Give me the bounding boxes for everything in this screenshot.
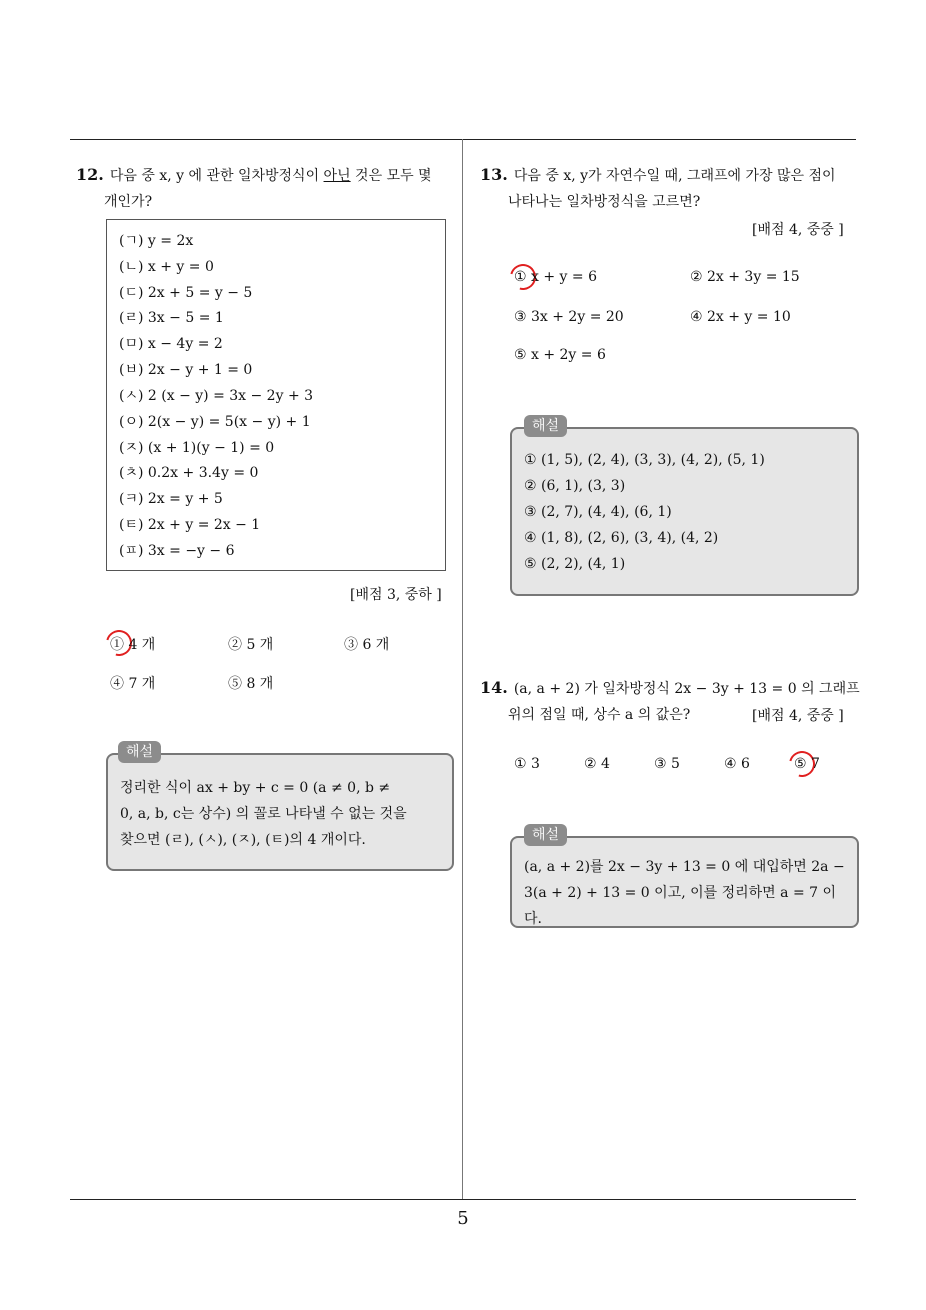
q12-choice-4[interactable]: ④ 7 개 (110, 676, 156, 692)
q14-choice-3[interactable]: ③ 5 (654, 756, 680, 772)
q13-solution-box (510, 427, 859, 596)
q13-text-b: 나타나는 일차방정식을 고르면? (508, 194, 701, 210)
q12-text-b: 것은 모두 몇 (350, 168, 432, 184)
q12-solution-line: 0, a, b, c는 상수) 의 꼴로 나타낼 수 없는 것을 (120, 806, 407, 822)
column-divider (462, 139, 463, 1199)
q14-solution-box (510, 836, 859, 928)
q14-solution-line: 3(a + 2) + 13 = 0 이고, 이를 정리하면 a = 7 이다. (524, 885, 837, 927)
top-rule (70, 139, 856, 140)
q12-choice-3[interactable]: ③ 6 개 (344, 637, 390, 653)
q14-solution-tag: 해설 (524, 824, 567, 846)
q13-choice-3[interactable]: ③ 3x + 2y = 20 (514, 309, 624, 325)
q12-item: (ㅇ) 2(x − y) = 5(x − y) + 1 (119, 414, 311, 430)
q13-stem (480, 162, 860, 215)
q12-choice-2[interactable]: ② 5 개 (228, 637, 274, 653)
q14-choice-1[interactable]: ① 3 (514, 756, 540, 772)
q13-solution-tag: 해설 (524, 415, 567, 437)
q12-item: (ㅁ) x − 4y = 2 (119, 336, 223, 352)
q14-choice-2[interactable]: ② 4 (584, 756, 610, 772)
q13-solution-line: ⑤ (2, 2), (4, 1) (524, 556, 626, 572)
q12-item: (ㅅ) 2 (x − y) = 3x − 2y + 3 (119, 388, 314, 404)
q12-text-c: 개인가? (104, 194, 153, 210)
q14-text-b: 위의 점일 때, 상수 a 의 값은? (508, 707, 691, 723)
q13-choice-2[interactable]: ② 2x + 3y = 15 (690, 269, 800, 285)
q12-solution-line: 정리한 식이 ax + by + c = 0 (a ≠ 0, b ≠ (120, 780, 391, 796)
q12-text-under: 아닌 (323, 168, 351, 184)
q12-text-a: 다음 중 x, y 에 관한 일차방정식이 (109, 168, 324, 184)
q12-item: (ㅌ) 2x + y = 2x − 1 (119, 517, 261, 533)
q13-choice-1[interactable]: ① x + y = 6 (514, 269, 597, 285)
q14-score: [배점 4, 중중 ] (752, 708, 844, 724)
q13-solution-line: ② (6, 1), (3, 3) (524, 478, 626, 494)
q13-solution-line: ① (1, 5), (2, 4), (3, 3), (4, 2), (5, 1) (524, 452, 765, 468)
q12-solution-box (106, 753, 454, 871)
q12-item: (ㅍ) 3x = −y − 6 (119, 543, 235, 559)
q12-score: [배점 3, 중하 ] (350, 587, 442, 603)
q12-item: (ㅂ) 2x − y + 1 = 0 (119, 362, 253, 378)
q13-score: [배점 4, 중중 ] (752, 222, 844, 238)
q13-solution-line: ③ (2, 7), (4, 4), (6, 1) (524, 504, 672, 520)
q12-stem (76, 162, 456, 215)
q13-solution-line: ④ (1, 8), (2, 6), (3, 4), (4, 2) (524, 530, 719, 546)
q14-solution-line: (a, a + 2)를 2x − 3y + 13 = 0 에 대입하면 2a − (524, 859, 845, 875)
bottom-rule (70, 1199, 856, 1200)
q12-solution-tag: 해설 (118, 741, 161, 763)
q12-item: (ㄱ) y = 2x (119, 233, 194, 249)
q14-choice-5[interactable]: ⑤ 7 (794, 756, 820, 772)
q14-choice-4[interactable]: ④ 6 (724, 756, 750, 772)
q13-choice-5[interactable]: ⑤ x + 2y = 6 (514, 347, 606, 363)
q12-item: (ㅊ) 0.2x + 3.4y = 0 (119, 465, 259, 481)
q13-number: 13. (480, 165, 508, 184)
q12-item: (ㄴ) x + y = 0 (119, 259, 214, 275)
q12-number: 12. (76, 165, 104, 184)
q13-choice-4[interactable]: ④ 2x + y = 10 (690, 309, 791, 325)
q12-solution-line: 찾으면 (ㄹ), (ㅅ), (ㅈ), (ㅌ)의 4 개이다. (120, 832, 366, 848)
q13-text-a: 다음 중 x, y가 자연수일 때, 그래프에 가장 많은 점이 (513, 168, 836, 184)
q12-item: (ㄷ) 2x + 5 = y − 5 (119, 285, 253, 301)
q12-choice-5[interactable]: ⑤ 8 개 (228, 676, 274, 692)
q12-items-box (106, 219, 446, 571)
page-number: 5 (457, 1208, 469, 1229)
q12-item: (ㅋ) 2x = y + 5 (119, 491, 223, 507)
q12-item: (ㄹ) 3x − 5 = 1 (119, 310, 224, 326)
q12-item: (ㅈ) (x + 1)(y − 1) = 0 (119, 440, 275, 456)
q14-text-a: (a, a + 2) 가 일차방정식 2x − 3y + 13 = 0 의 그래프 (513, 681, 860, 697)
q14-number: 14. (480, 678, 508, 697)
q12-choice-1[interactable]: ① 4 개 (110, 637, 156, 653)
